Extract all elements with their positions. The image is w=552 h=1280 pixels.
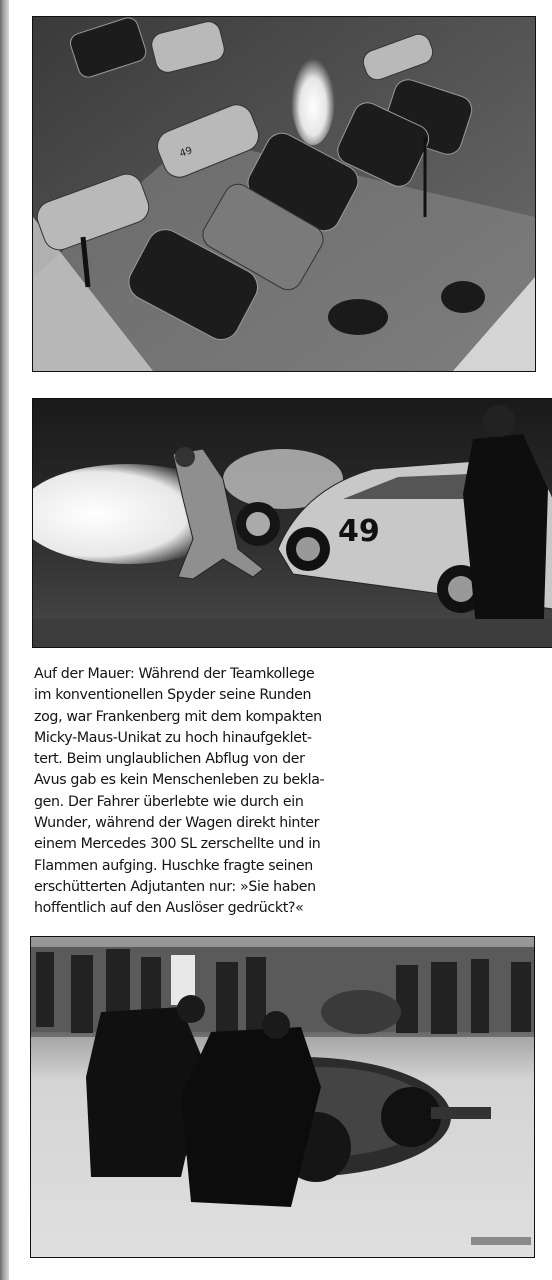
caption-line: Flammen aufging. Huschke fragte seinen xyxy=(34,857,313,874)
caption-line: einem Mercedes 300 SL zerschellte und in xyxy=(34,836,321,853)
caption-line: Avus gab es kein Menschenleben zu bekla- xyxy=(34,772,325,789)
caption-line: Auf der Mauer: Während der Teamkollege xyxy=(34,666,315,682)
caption-line: erschütterten Adjutanten nur: »Sie haben xyxy=(34,878,316,895)
caption-line: Wunder, während der Wagen direkt hinter xyxy=(34,815,320,832)
photo-extinguisher-car-image xyxy=(33,399,552,647)
caption-line: im konventionellen Spyder seine Runden xyxy=(34,687,312,704)
caption-line: gen. Der Fahrer überlebte wie durch ein xyxy=(34,793,304,810)
page-edge-strip xyxy=(0,0,9,1280)
photo-caption xyxy=(34,664,364,920)
photo-paddock-fire xyxy=(32,16,536,372)
photo-extinguisher-car xyxy=(32,398,552,648)
photo-paddock-fire-image xyxy=(33,17,535,371)
caption-line: hoffentlich auf den Auslöser gedrückt?« xyxy=(34,900,304,917)
photo-wreck-inspection xyxy=(30,936,535,1258)
paddock-car-number: 49 xyxy=(178,145,194,160)
caption-line: zog, war Frankenberg mit dem kompakten xyxy=(34,708,322,725)
caption-line: tert. Beim unglaublichen Abflug von der xyxy=(34,751,305,768)
caption-line: Micky-Maus-Unikat zu hoch hinaufgeklet- xyxy=(34,729,312,746)
race-car-number: 49 xyxy=(338,514,380,549)
photo-wreck-inspection-image xyxy=(31,937,534,1257)
